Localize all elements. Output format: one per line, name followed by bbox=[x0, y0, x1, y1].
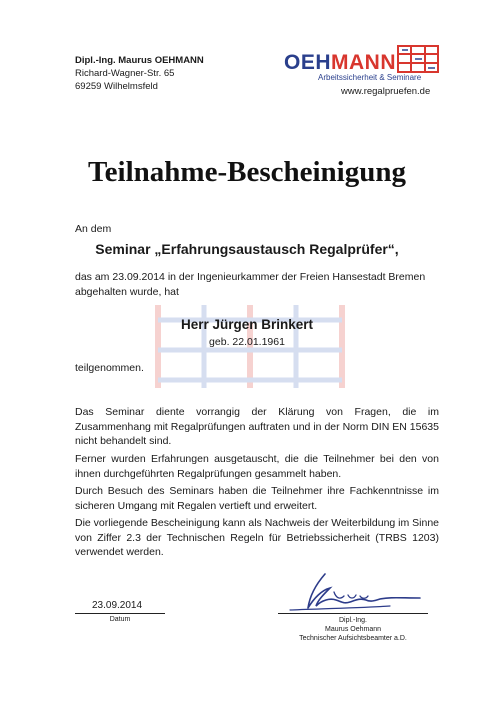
paragraph: Ferner wurden Erfahrungen ausgetauscht, die die Teilnehmer bei den von ihnen durchgeführten Regalprüfungen gesammelt haben. bbox=[75, 453, 439, 480]
participant-birthdate: geb. 22.01.1961 bbox=[209, 336, 285, 348]
signer-title: Technischer Aufsichtsbeamter a.D. bbox=[299, 635, 407, 642]
participant-name: Herr Jürgen Brinkert bbox=[180, 317, 314, 332]
logo-wordmark bbox=[284, 51, 396, 75]
signature-caption bbox=[278, 616, 428, 643]
date-line bbox=[75, 613, 165, 614]
venue-text: das am 23.09.2014 in der Ingenieurkammer der Freien Hansestadt Bremen abgehalten wurde, hat bbox=[75, 271, 426, 298]
shelf-rack-icon bbox=[396, 44, 440, 74]
issue-date: 23.09.2014 bbox=[92, 600, 143, 611]
sender-name: Dipl.-Ing. Maurus OEHMANN bbox=[75, 55, 204, 66]
logo-word-mann: MANN bbox=[331, 51, 397, 74]
handwritten-signature bbox=[270, 568, 430, 616]
signer-name: Maurus Oehmann bbox=[324, 626, 382, 633]
date-caption: Datum bbox=[109, 616, 131, 623]
took-part-text: teilgenommen. bbox=[75, 362, 144, 374]
signature-line bbox=[278, 613, 428, 614]
sender-city: 69259 Wilhelmsfeld bbox=[75, 81, 158, 92]
intro-text: An dem bbox=[75, 223, 112, 235]
paragraph: Die vorliegende Bescheinigung kann als Nachweis der Weiterbildung im Sinne von Ziffer 2.3 der Technischen Regeln für Betriebssicherheit (TRBS 1203) verwendet werden. bbox=[75, 517, 440, 558]
signer-degree: Dipl.-Ing. bbox=[338, 617, 367, 624]
logo-word-oeh: OEH bbox=[284, 51, 332, 74]
seminar-name: Seminar „Erfahrungsaustausch Regalprüfer“, bbox=[95, 241, 399, 257]
logo-tagline: Arbeitssicherheit & Seminare bbox=[318, 73, 422, 82]
website-url: www.regalpruefen.de bbox=[341, 86, 431, 97]
paragraph: Das Seminar diente vorrangig der Klärung von Fragen, die im Zusammenhang mit Regalprüfungen auftraten und in der Norm DIN EN 15635 nicht behandelt sind. bbox=[75, 406, 439, 447]
sender-address bbox=[75, 54, 204, 93]
company-logo bbox=[284, 44, 454, 100]
paragraph: Durch Besuch des Seminars haben die Teilnehmer ihre Fachkenntnisse im sicheren Umgang mit Regalen vertieft und erweitert. bbox=[75, 485, 439, 512]
document-title: Teilnahme-Bescheinigung bbox=[88, 156, 406, 188]
sender-street: Richard-Wagner-Str. 65 bbox=[75, 68, 175, 79]
